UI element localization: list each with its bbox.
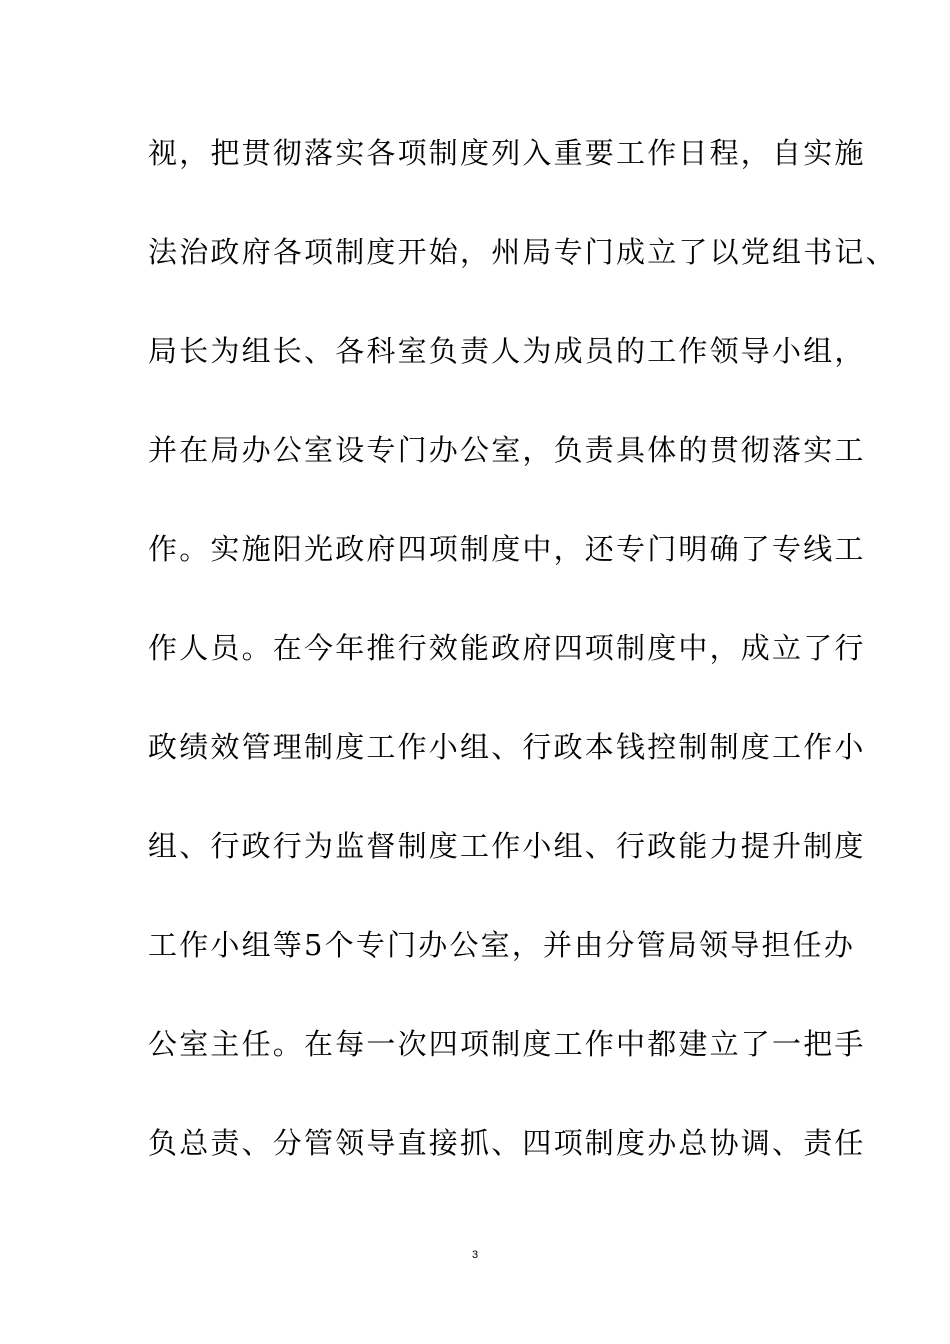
text-line: 作人员。在今年推行效能政府四项制度中，成立了行 <box>148 631 866 665</box>
text-line: 作。实施阳光政府四项制度中，还专门明确了专线工 <box>148 532 866 566</box>
page-number: 3 <box>471 1249 479 1261</box>
text-line: 局长为组长、各科室负责人为成员的工作领导小组， <box>148 334 866 368</box>
body-text <box>148 128 897 1217</box>
text-line: 政绩效管理制度工作小组、行政本钱控制制度工作小 <box>148 730 866 764</box>
text-line: 组、行政行为监督制度工作小组、行政能力提升制度 <box>148 829 866 863</box>
text-line: 公室主任。在每一次四项制度工作中都建立了一把手 <box>148 1027 866 1061</box>
text-line: 并在局办公室设专门办公室，负责具体的贯彻落实工 <box>148 433 866 467</box>
text-line: 工作小组等5个专门办公室，并由分管局领导担任办 <box>148 928 856 962</box>
text-line: 法治政府各项制度开始，州局专门成立了以党组书记、 <box>148 235 897 269</box>
text-line: 负总责、分管领导直接抓、四项制度办总协调、责任 <box>148 1126 866 1160</box>
text-line: 视，把贯彻落实各项制度列入重要工作日程，自实施 <box>148 136 866 170</box>
